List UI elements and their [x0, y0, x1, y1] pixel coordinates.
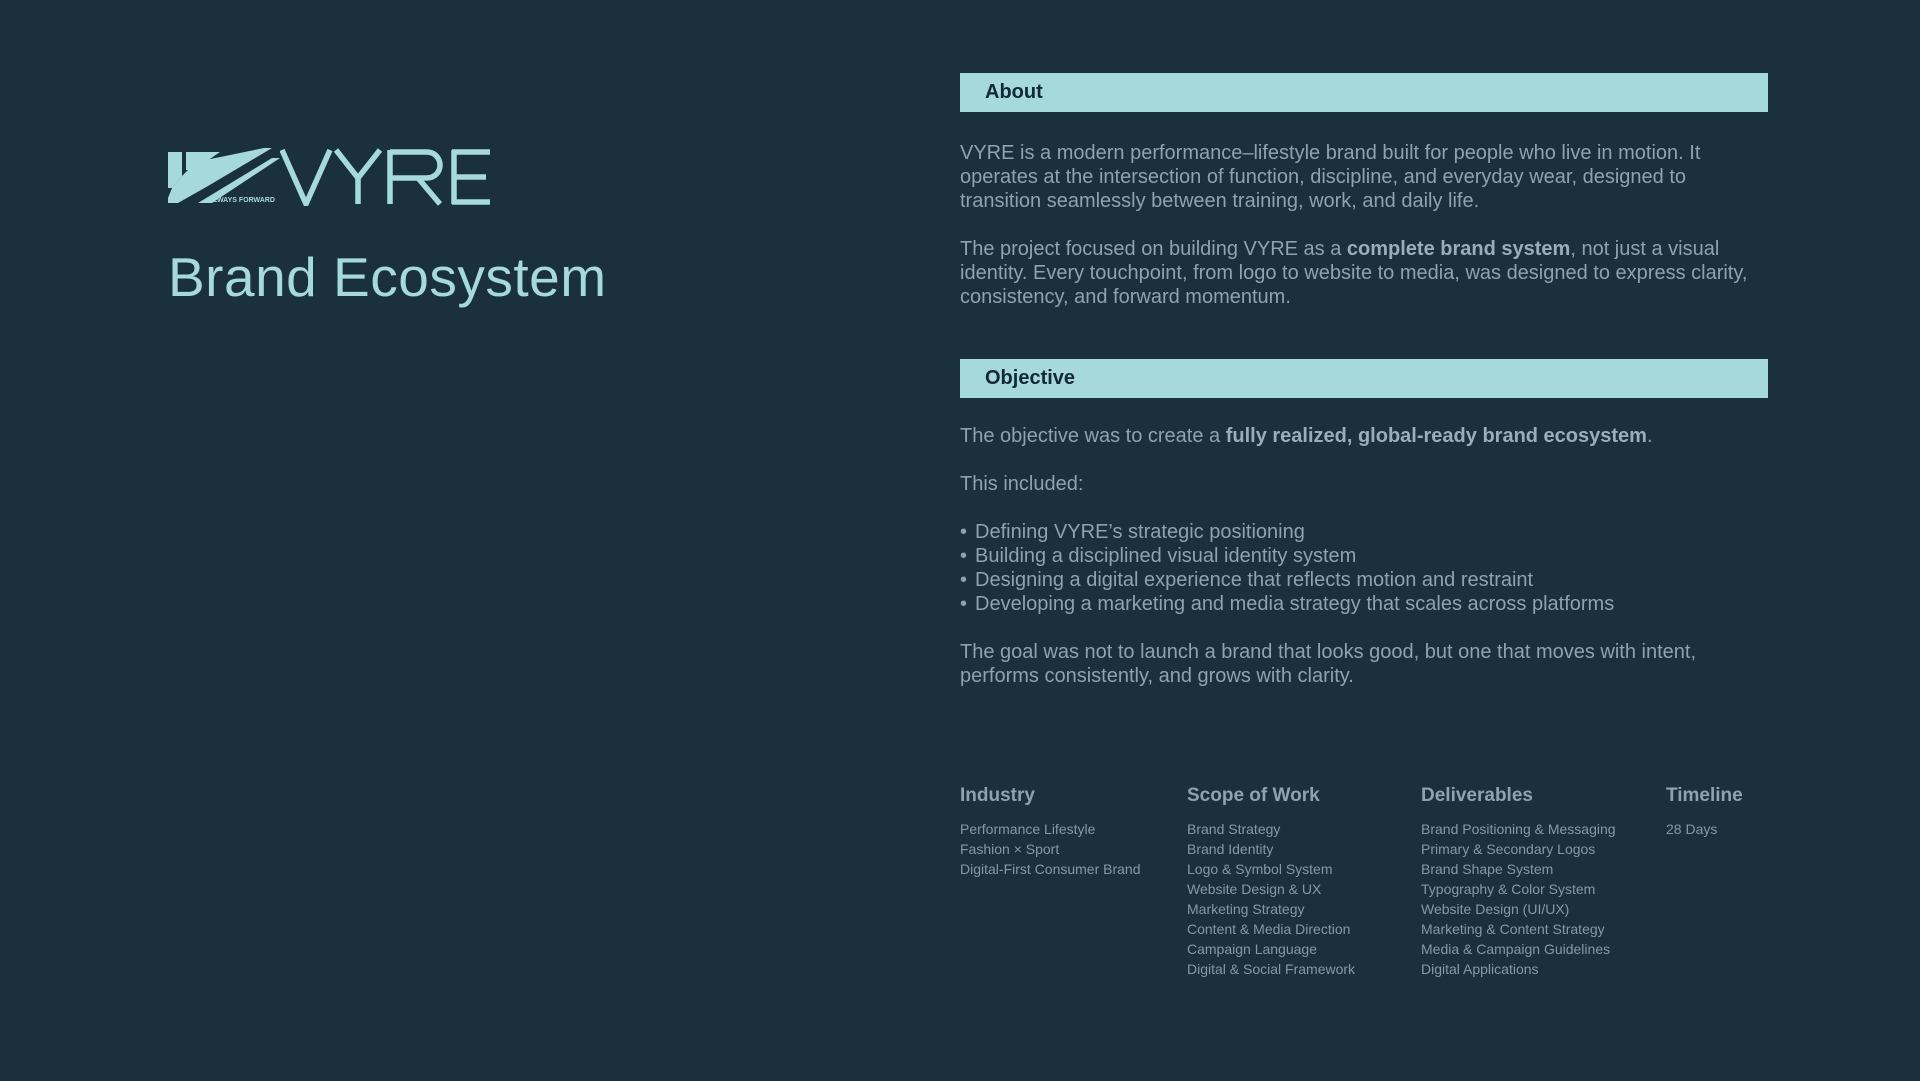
list-item: Marketing & Content Strategy	[1421, 921, 1605, 937]
timeline-value: 28 Days	[1666, 821, 1718, 837]
bold-text: complete brand system	[1346, 238, 1571, 260]
list-item: Logo & Symbol System	[1187, 861, 1333, 877]
list-item: Brand Positioning & Messaging	[1421, 821, 1616, 837]
list-item: Brand Identity	[1187, 841, 1274, 857]
project-meta	[960, 784, 1786, 979]
timeline-heading: Timeline	[1666, 785, 1743, 806]
list-item: • Developing a marketing and media strategy that scales across platforms	[960, 592, 1768, 616]
deliverables-heading: Deliverables	[1421, 785, 1533, 806]
objective-body	[960, 424, 1768, 688]
scope-column	[1187, 784, 1421, 979]
list-item: Website Design & UX	[1187, 881, 1322, 897]
list-item: • Defining VYRE’s strategic positioning	[960, 520, 1768, 544]
deliverables-column	[1421, 784, 1666, 979]
list-item: Website Design (UI/UX)	[1421, 901, 1570, 917]
content-column	[960, 73, 1768, 688]
list-item: Performance Lifestyle	[960, 821, 1096, 837]
page-title: Brand Ecosystem	[168, 246, 607, 308]
text-run: , not just a visual identity. Every touchpoint, from logo to website to media, was designed to express clarity, consistency, and forward momentum.	[960, 238, 1748, 308]
about-paragraph-1: VYRE is a modern performance–lifestyle brand built for people who live in motion. It operates at the intersection of function, discipline, and everyday wear, designed to transition seamlessly between training, work, and daily life.	[960, 142, 1701, 212]
industry-column	[960, 784, 1187, 979]
list-item: Brand Strategy	[1187, 821, 1281, 837]
vyre-wordmark	[280, 148, 494, 206]
list-item: Content & Media Direction	[1187, 921, 1351, 937]
objective-included: This included:	[960, 473, 1084, 495]
text-run: The objective was to create a	[960, 425, 1226, 447]
list-item: Digital Applications	[1421, 961, 1539, 977]
text-run: The project focused on building VYRE as a	[960, 238, 1347, 260]
objective-list	[960, 520, 1768, 616]
list-item: Campaign Language	[1187, 941, 1317, 957]
list-item: Media & Campaign Guidelines	[1421, 941, 1611, 957]
objective-goal: The goal was not to launch a brand that looks good, but one that moves with intent, performs consistently, and grows with clarity.	[960, 641, 1697, 687]
list-item: Marketing Strategy	[1187, 901, 1305, 917]
industry-heading: Industry	[960, 785, 1035, 806]
about-heading: About	[960, 73, 1768, 112]
text-run: .	[1646, 425, 1653, 447]
about-paragraph-2	[960, 237, 1768, 309]
objective-intro	[960, 424, 1768, 448]
about-body	[960, 141, 1768, 309]
vyre-logo	[168, 148, 607, 206]
list-item: Typography & Color System	[1421, 881, 1596, 897]
list-item: Digital & Social Framework	[1187, 961, 1356, 977]
list-item: • Designing a digital experience that reflects motion and restraint	[960, 568, 1768, 592]
logo-tagline: ALWAYS FORWARD	[208, 197, 275, 204]
timeline-column	[1666, 784, 1786, 979]
list-item: Brand Shape System	[1421, 861, 1554, 877]
list-item: Digital-First Consumer Brand	[960, 861, 1141, 877]
vyre-mark-icon	[168, 148, 280, 206]
bold-text: fully realized, global-ready brand ecosystem	[1225, 425, 1647, 447]
brand-block	[168, 148, 607, 308]
list-item: • Building a disciplined visual identity system	[960, 544, 1768, 568]
objective-heading: Objective	[960, 359, 1768, 398]
list-item: Fashion × Sport	[960, 841, 1060, 857]
scope-heading: Scope of Work	[1187, 785, 1320, 806]
list-item: Primary & Secondary Logos	[1421, 841, 1596, 857]
